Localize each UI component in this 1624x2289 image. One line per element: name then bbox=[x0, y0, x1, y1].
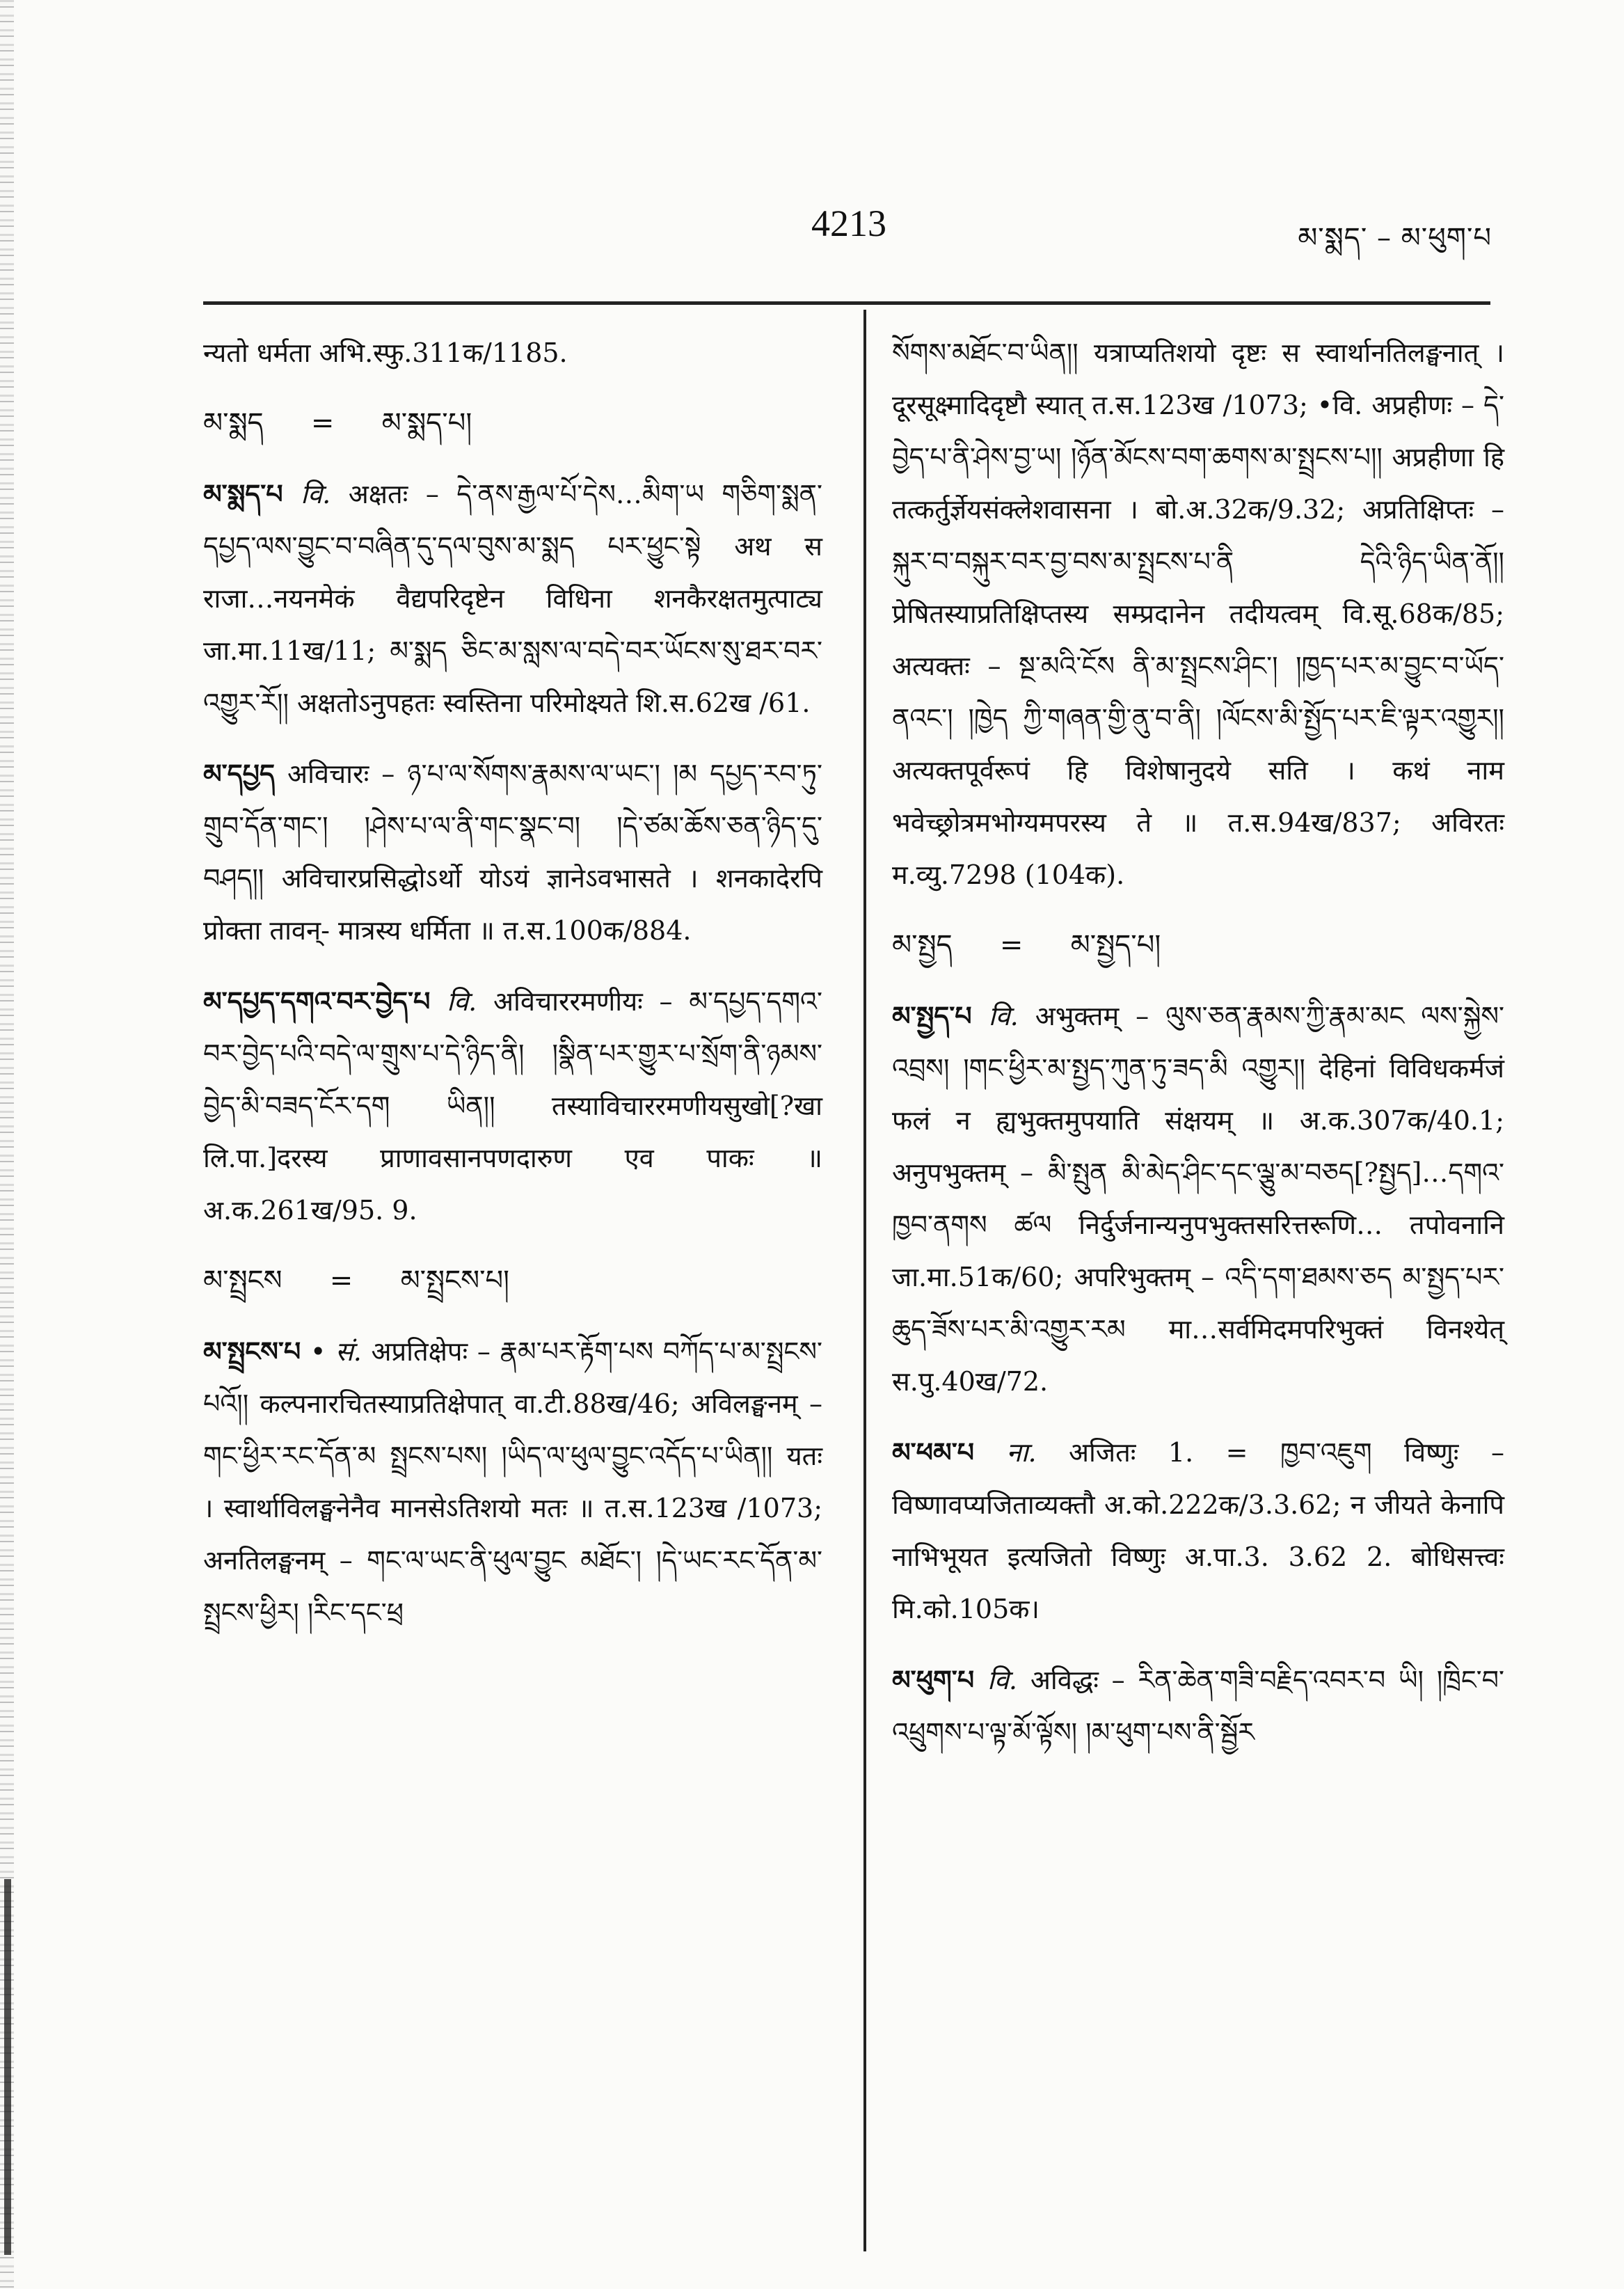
dictionary-entry bbox=[203, 468, 822, 729]
dictionary-entry bbox=[892, 1426, 1504, 1635]
entry-part-of-speech: वि. bbox=[447, 986, 477, 1017]
cross-reference-entry bbox=[203, 397, 822, 450]
dictionary-entry bbox=[203, 975, 822, 1237]
book-binding-shadow bbox=[4, 1879, 11, 2255]
cross-reference-headword: མ་སྨད bbox=[203, 407, 264, 439]
running-head: མ་སྨད་ – མ་ཕུག་པ bbox=[1298, 222, 1492, 254]
continued-entry-text: न्यतो धर्मता अभि.स्फु.311क/1185. bbox=[203, 338, 568, 368]
entry-part-of-speech: • सं. bbox=[310, 1336, 362, 1367]
dictionary-entry bbox=[203, 747, 822, 957]
entry-headword: མ་དཔྱད bbox=[203, 758, 276, 789]
page-number: 4213 bbox=[811, 203, 886, 244]
cross-reference-entry bbox=[203, 1255, 822, 1307]
right-column bbox=[892, 327, 1504, 1777]
dictionary-entry bbox=[892, 990, 1504, 1408]
entry-headword: མ་སྨད་པ bbox=[203, 478, 283, 509]
entry-headword: མ་སྤྱད་པ bbox=[892, 1000, 972, 1031]
entry-headword: མ་ཕམ་པ bbox=[892, 1436, 975, 1468]
cross-reference-headword: མ་སྤྲངས bbox=[203, 1265, 282, 1297]
header-rule bbox=[203, 301, 1490, 305]
cross-reference-target: མ་སྤྱད་པ། bbox=[1070, 929, 1161, 961]
entry-part-of-speech: वि. bbox=[987, 1665, 1017, 1695]
dictionary-entry bbox=[892, 1654, 1504, 1759]
equals-sign: = bbox=[310, 407, 335, 439]
entry-definition: अजितः 1. = ཁྱབ་འཇུག विष्णुः – विष्णावप्यजिताव्यक्तौ अ.को.222क/3.3.62; न जीयते केनापि नाभिभूयत इत्यजितो विष्णुः अ.पा.3. 3.62 2. बोधिसत्त्वः मि.को.105क। bbox=[892, 1437, 1504, 1624]
entry-part-of-speech: ना. bbox=[1006, 1437, 1037, 1468]
cross-reference-target: མ་སྨད་པ། bbox=[381, 407, 472, 439]
entry-definition: अक्षतः – དེ་ནས་རྒྱལ་པོ་དེས…མིག་ཡ གཅིག་སྨན་དཔྱད་ལས་བྱུང་བ་བཞིན་དུ་དལ་བུས་མ་སྨད པར་ཕྱུང་སྟེ अथ स राजा…नयनमेकं वैद्यपरिदृष्टेन विधिना शनकैरक्षतमुत्पाट्य जा.मा.11ख/11; མ་སྨད ཅིང་མ་སླས་ལ་བདེ་བར་ཡོངས་སུ་ཐར་བར་འགྱུར་རོ།། अक्षतोऽनुपहतः स्वस्तिना परिमोक्ष्यते शि.स.62ख /61. bbox=[203, 479, 822, 718]
entry-definition: अविद्धः – རིན་ཆེན་གཟི་བརྗིད་འབར་བ ཡི། །ཁྲིང་བ་འཕྲུགས་པ་ལྟ་མོ་ལྟོས། །མ་ཕུག་པས་ནི་སྦྱོར bbox=[892, 1665, 1504, 1748]
column-divider bbox=[863, 310, 866, 2251]
cross-reference-headword: མ་སྤྱད bbox=[892, 929, 953, 961]
entry-definition: अप्रतिक्षेपः – རྣམ་པར་རྟོག་པས བཀོད་པ་མ་སྤྲངས་པའོ།། कल्पनारचितस्याप्रतिक्षेपात् वा.टी.88ख/46; अविलङ्घनम् – གང་ཕྱིར་རང་དོན་མ སྤྲངས་པས། །ཡིད་ལ་ཕུལ་བྱུང་འདོད་པ་ཡིན།། यतः । स्वार्थाविलङ्घनेनैव मानसेऽतिशयो मतः ॥ त.स.123ख /1073; अनतिलङ्घनम् – གང་ལ་ཡང་ནི་ཕུལ་བྱུང མཐོང་། །དེ་ཡང་རང་དོན་མ་སྤྲངས་ཕྱིར། །རིང་དང་ཕྲ bbox=[203, 1336, 822, 1628]
cross-reference-entry bbox=[892, 919, 1504, 972]
left-column bbox=[203, 327, 822, 1657]
entry-headword: མ་ཕུག་པ bbox=[892, 1664, 975, 1695]
entry-part-of-speech: वि. bbox=[301, 479, 331, 509]
entry-definition: अभुक्तम् – ལུས་ཅན་རྣམས་ཀྱི་རྣམ་མང ལས་སྐྱེས་འབྲས། །གང་ཕྱིར་མ་སྤྱད་ཀུན་ཏུ་ཟད་མི འགྱུར།། देहिनां विविधकर्मजं फलं न ह्यभुक्तमुपयाति संक्षयम् ॥ अ.क.307क/40.1; अनुपभुक्तम् – མི་སྤུན མི་མེད་ཤིང་དང་ལྕུ་མ་བཅད[?སྤྱད]…དགའ་ཁྱབ་ནགས ཚལ निर्दुर्जनान्यनुपभुक्तसरित्तरूणि… तपोवनानि जा.मा.51क/60; अपरिभुक्तम् – འདི་དག་ཐམས་ཅད མ་སྤྱད་པར་ཆུད་ཟོས་པར་མི་འགྱུར་རམ मा…सर्वमिदमपरिभुक्तं विनश्येत् स.पु.40ख/72. bbox=[892, 1001, 1504, 1397]
entry-definition: अविचाररमणीयः – མ་དཔྱད་དགའ་བར་བྱེད་པའི་བདེ་ལ་གྲུས་པ་དེ་ཉིད་ནི། །སྣིན་པར་གྱུར་པ་སྲོག་ནི་ཉམས་བྱེད་མི་བཟད་ངོར་དག ཡིན།། तस्याविचाररमणीयसुखो[?खा लि.पा.]दरस्य प्राणावसानपणदारुण एव पाकः ॥ अ.क.261ख/95. 9. bbox=[203, 986, 822, 1226]
dictionary-entry bbox=[203, 1325, 822, 1639]
entry-headword: མ་སྤྲངས་པ bbox=[203, 1336, 301, 1367]
entry-part-of-speech: वि. bbox=[988, 1001, 1019, 1031]
continued-entry-text: སོགས་མཐོང་བ་ཡིན།། यत्राप्यतिशयो दृष्टः स स्वार्थानतिलङ्घनात् । दूरसूक्ष्मादिदृष्टौ स्यात् त.स.123ख /1073; •वि. अप्रहीणः – དེ་བྱེད་པ་ནི་ཤེས་བྱ་ཡ། །ཉོན་མོངས་བག་ཆགས་མ་སྤྲངས་པ།། अप्रहीणा हि तत्कर्तुर्ज्ञेयसंक्लेशवासना । बो.अ.32क/9.32; अप्रतिक्षिप्तः – སྐུར་བ་བསྐུར་བར་བྱ་བས་མ་སྤྲངས་པ་ནི དེའི་ཉིད་ཡིན་ནོ།། प्रेषितस्याप्रतिक्षिप्तस्य सम्प्रदानेन तदीयत्वम् वि.सू.68क/85; अत्यक्तः – སྔ་མའི་ངོས ནི་མ་སྤྲངས་ཤིང་། །ཁྱད་པར་མ་བྱུང་བ་ཡོད་ནའང་། །ཁྱེད ཀྱི་གཞན་གྱི་ནུ་བ་ནི། །ལོངས་མི་སྤྱོད་པར་ཇི་ལྟར་འགྱུར།། अत्यक्तपूर्वरूपं हि विशेषानुदये सति । कथं नाम भवेच्छ्रोत्रमभोग्यमपरस्य ते ॥ त.स.94ख/837; अविरतः म.व्यु.7298 (104क). bbox=[892, 338, 1504, 890]
entry-headword: མ་དཔྱད་དགའ་བར་བྱེད་པ bbox=[203, 985, 431, 1017]
cross-reference-target: མ་སྤྲངས་པ། bbox=[400, 1265, 510, 1297]
equals-sign: = bbox=[999, 929, 1024, 961]
equals-sign: = bbox=[329, 1265, 353, 1297]
entry-definition: अविचारः – ཉ་པ་ལ་སོགས་རྣམས་ལ་ཡང་། །མ དཔྱད་རབ་ཏུ་གྲུབ་དོན་གང་། །ཤེས་པ་ལ་ནི་གང་སྣང་བ། །དེ་ཙམ་ཆོས་ཅན་ཉིད་དུ་བཤད།། अविचारप्रसिद्धोऽर्थो योऽयं ज्ञानेऽवभासते । शनकादेरपि प्रोक्ता तावन्- मात्रस्य धर्मिता ॥ त.स.100क/884. bbox=[203, 759, 822, 946]
